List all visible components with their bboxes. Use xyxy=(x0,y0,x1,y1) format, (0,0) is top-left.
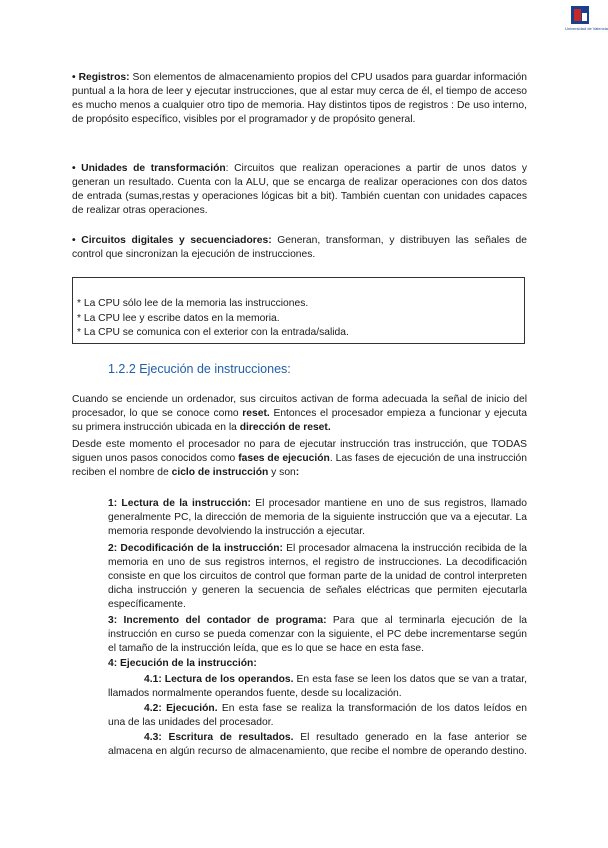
step-text: En esta fase se realiza la transformación de los datos leídos en una de las unidades del procesador. xyxy=(108,703,527,728)
intro-bold: reset. xyxy=(242,408,270,419)
intro-text: y son xyxy=(268,467,296,478)
intro-bold: ciclo de instrucción xyxy=(171,467,269,478)
step-title: 4: Ejecución de la instrucción: xyxy=(108,658,257,669)
note-line: * La CPU sólo lee de la memoria las instrucciones. xyxy=(77,298,309,309)
step-title: 4.1: Lectura de los operandos. xyxy=(144,674,294,685)
intro-text: Desde este momento el procesador no para de ejecutar instrucción tras instrucción, que TODAS siguen unos pasos conocidos como xyxy=(72,439,527,464)
step-4-1 xyxy=(108,673,527,701)
step-2 xyxy=(108,542,527,612)
bullet-unidades xyxy=(72,162,527,218)
step-title: 2: Decodificación de la instrucción: xyxy=(108,543,283,554)
bullet-text: Generan, transforman, y distribuyen las señales de control que sincronizan la ejecución de instrucciones. xyxy=(72,235,527,260)
bullet-title: • Unidades de transformación xyxy=(72,163,226,174)
step-title: 1: Lectura de la instrucción: xyxy=(108,498,251,509)
intro-paragraph-1 xyxy=(72,393,527,435)
step-1 xyxy=(108,497,527,539)
step-4-2 xyxy=(108,702,527,730)
logo-mark-icon xyxy=(571,6,589,24)
bullet-registros xyxy=(72,71,527,127)
step-text: El resultado generado en la fase anterior se almacena en algún recurso de almacenamiento, que recibe el nombre de operando destino. xyxy=(108,732,528,757)
step-3 xyxy=(108,614,527,656)
step-title: 3: Incremento del contador de programa: xyxy=(108,615,327,626)
bullet-text: : Circuitos que realizan operaciones a partir de unos datos y generan un resultado. Cuenta con la ALU, que se encarga de realizar operaciones con dos datos de entrada (sumas,restas y operaciones lógicas bit a bit). También cuentan con unidades capaces de realizar otras operaciones. xyxy=(72,163,527,216)
university-logo xyxy=(565,6,608,40)
bullet-title: • Circuitos digitales y secuenciadores: xyxy=(72,235,272,246)
intro-text: Cuando se enciende un ordenador, sus circuitos activan de forma adecuada la señal de inicio del procesador, lo que se conoce como xyxy=(72,394,527,419)
note-box xyxy=(72,277,525,344)
step-text: El procesador almacena la instrucción recibida de la memoria en uno de sus registros internos, el registro de instrucciones. La decodificación consiste en que los circuitos de control que forman parte de la unidad de control interpreten dicha instrucción y generen la secuencia de señales eléctricas que permiten ejecutarla específicamente. xyxy=(108,543,527,610)
note-line: * La CPU lee y escribe datos en la memoria. xyxy=(77,312,280,324)
step-title: 4.2: Ejecución. xyxy=(144,703,218,714)
intro-text: . Las fases de ejecución de una instrucción reciben el nombre de xyxy=(72,453,528,478)
bullet-title: • Registros: xyxy=(72,72,130,83)
intro-text: Entonces el procesador empieza a funcionar y ejecuta su primera instrucción ubicada en la xyxy=(72,408,527,433)
step-4 xyxy=(108,657,527,671)
bullet-circuitos xyxy=(72,234,527,262)
step-4-3 xyxy=(108,731,527,759)
intro-bold: dirección de reset. xyxy=(239,422,331,433)
step-text: El procesador mantiene en uno de sus registros, llamado generalmente PC, la dirección de memoria de la siguiente instrucción que va a ejecutar. La memoria responde devolviendo la instrucción a ejecutar. xyxy=(108,498,527,537)
logo-text: Universidad de Valencia xyxy=(565,26,608,31)
intro-bold: : xyxy=(295,467,300,478)
intro-bold: fases de ejecución xyxy=(238,453,330,464)
step-text: Para que al terminarla ejecución de la instrucción en curso se pueda comenzar con la siguiente, el PC debe incrementarse según el tamaño de la instrucción leída, que es lo que se hace en esta fase. xyxy=(108,615,527,654)
intro-paragraph-2 xyxy=(72,438,527,480)
step-title: 4.3: Escritura de resultados. xyxy=(144,732,294,743)
note-line: * La CPU se comunica con el exterior con la entrada/salida. xyxy=(77,327,349,338)
bullet-text: Son elementos de almacenamiento propios del CPU usados para guardar información puntual a la hora de leer y ejecutar instrucciones, que al estar muy cerca de él, el tiempo de acceso es mucho menos a cualquier otro tipo de memoria. Hay distintos tipos de registros : De uso interno, de propósito específico, visibles por el programador y de propósito general. xyxy=(72,72,527,125)
step-text: En esta fase se leen los datos que se van a tratar, llamados normalmente operandos fuente, desde su localización. xyxy=(108,674,527,699)
section-title: 1.2.2 Ejecución de instrucciones: xyxy=(108,362,291,376)
